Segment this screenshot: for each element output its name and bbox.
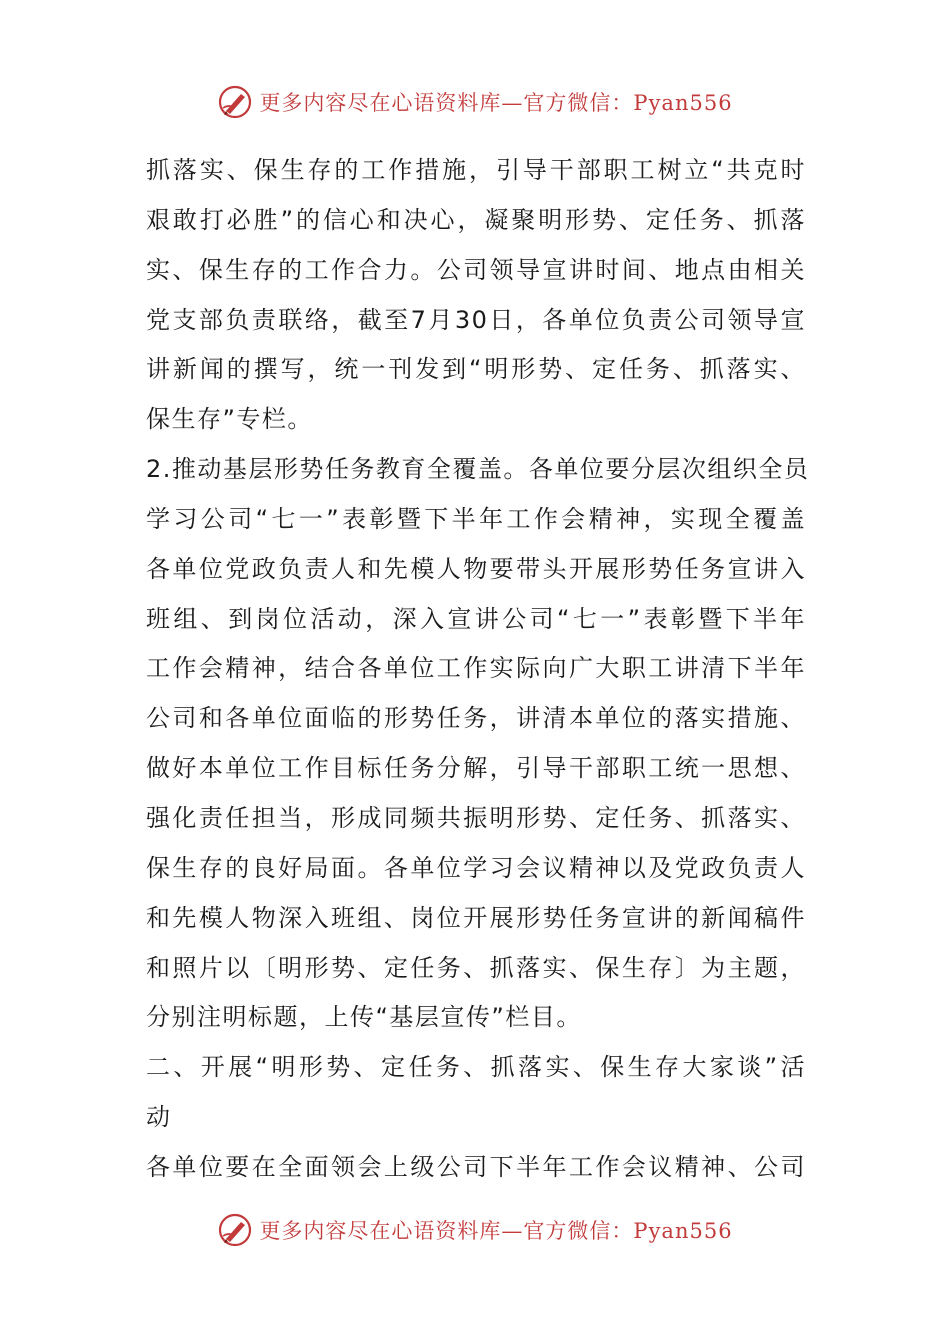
text-line: 学习公司“七一”表彰暨下半年工作会精神，实现全覆盖 xyxy=(146,504,806,533)
text-line: 做好本单位工作目标任务分解，引导干部职工统一思想、 xyxy=(146,754,806,783)
header-banner-text: 更多内容尽在心语资料库—官方微信：Pyan556 xyxy=(259,91,733,115)
text-line: 班组、到岗位活动，深入宣讲公司“七一”表彰暨下半年 xyxy=(146,604,806,633)
text-line: 强化责任担当，形成同频共振明形势、定任务、抓落实、 xyxy=(146,803,806,832)
section-heading-line: 2.推动基层形势任务教育全覆盖。各单位要分层次组织全员 xyxy=(146,455,810,484)
text-line: 艰敢打必胜”的信心和决心，凝聚明形势、定任务、抓落 xyxy=(146,205,806,234)
text-line: 保生存的良好局面。各单位学习会议精神以及党政负责人 xyxy=(146,853,806,882)
text-line: 和照片以〔明形势、定任务、抓落实、保生存〕为主题， xyxy=(146,953,806,982)
text-line: 保生存”专栏。 xyxy=(146,405,313,434)
text-line: 各单位要在全面领会上级公司下半年工作会议精神、公司 xyxy=(146,1152,806,1181)
text-line: 各单位党政负责人和先模人物要带头开展形势任务宣讲入 xyxy=(146,554,806,583)
pen-logo-icon xyxy=(217,84,253,120)
footer-watermark-banner xyxy=(0,1210,950,1250)
section-heading-line: 二、开展“明形势、定任务、抓落实、保生存大家谈”活 xyxy=(146,1053,806,1082)
text-line: 公司和各单位面临的形势任务，讲清本单位的落实措施、 xyxy=(146,704,806,733)
text-line: 讲新闻的撰写，统一刊发到“明形势、定任务、抓落实、 xyxy=(146,355,806,384)
text-line: 党支部负责联络，截至7月30日，各单位负责公司领导宣 xyxy=(146,305,806,334)
text-line: 工作会精神，结合各单位工作实际向广大职工讲清下半年 xyxy=(146,654,806,683)
pen-logo-icon xyxy=(217,1212,253,1248)
text-line: 和先模人物深入班组、岗位开展形势任务宣讲的新闻稿件 xyxy=(146,903,806,932)
document-body xyxy=(146,146,810,1193)
text-line: 实、保生存的工作合力。公司领导宣讲时间、地点由相关 xyxy=(146,255,806,284)
text-line: 分别注明标题，上传“基层宣传”栏目。 xyxy=(146,1003,582,1032)
footer-banner-text: 更多内容尽在心语资料库—官方微信：Pyan556 xyxy=(259,1219,733,1243)
section-heading-line: 动 xyxy=(146,1103,172,1132)
header-watermark-banner xyxy=(0,82,950,122)
text-line: 抓落实、保生存的工作措施，引导干部职工树立“共克时 xyxy=(146,156,806,184)
